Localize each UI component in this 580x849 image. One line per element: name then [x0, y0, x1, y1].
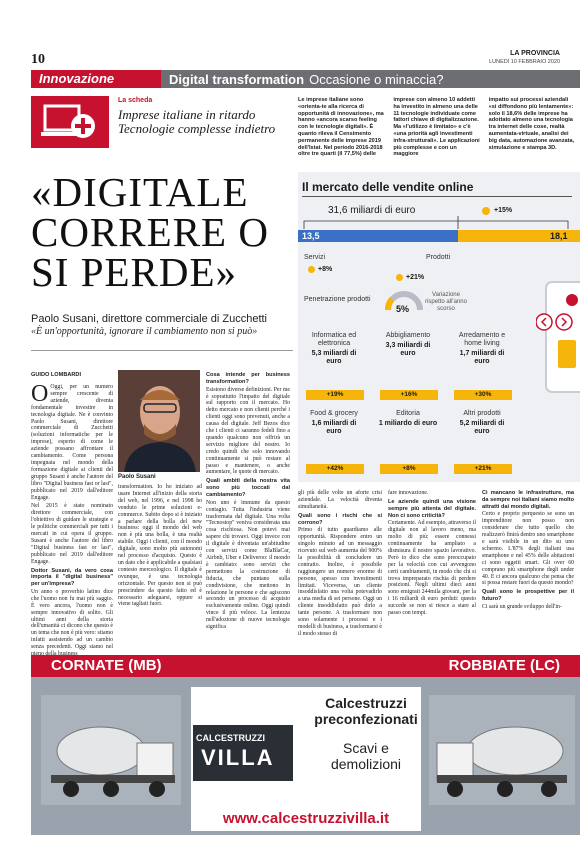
- logo-text-top: CALCESTRUZZI: [196, 733, 265, 743]
- quote-subtitle: «È un'opportunità, ignorare il cambiamento non si può»: [31, 326, 258, 337]
- question: Quali sono i rischi che si corrono?: [298, 512, 382, 526]
- products-label: Prodotti: [426, 254, 451, 261]
- byline: Paolo Susani, direttore commerciale di Zucchetti: [31, 313, 267, 325]
- intro-columns: [298, 97, 576, 158]
- category-change: +16%: [380, 390, 438, 400]
- question: Cosa intende per business transformation?: [206, 372, 290, 385]
- newspaper-name: [489, 50, 560, 66]
- section-title-bold: Digital transformation: [169, 71, 305, 87]
- section-title-light: Occasione o minaccia?: [309, 71, 444, 87]
- article-column-3: [206, 372, 290, 633]
- category-change: +30%: [454, 390, 512, 400]
- section-bar: [31, 70, 580, 88]
- infographic: [298, 172, 580, 482]
- article-column-5: [388, 490, 476, 619]
- paragraph: Primo di tutto guardiamo alle opportunità. Rispondere entro un singolo minuto ad un messaggio ricevuto sul web aumenta del 900% la possibilità di concludere un contratto. Inoltre, è possibile raggiungere un numero enorme di persone, spesso con investimenti limitati. Viceversa, un cliente insoddisfatto una volta potevadirlo a una media di sei persone. Oggi un cliente insoddisfatto può dirlo a tante persone. A trasformare non sono solamente i processi e i modelli di business, a trasformarsi è il modo stesso di: [298, 527, 382, 637]
- drop-cap: O: [31, 381, 49, 407]
- total-change: +15%: [494, 207, 513, 214]
- ad-slogan-2: Scavi e demolizioni: [330, 740, 402, 772]
- ad-location-right: ROBBIATE (LC): [448, 657, 560, 674]
- ad-slogan-1: Calcestruzzi preconfezionati: [314, 695, 418, 727]
- divider: [302, 196, 572, 197]
- penetration-value: 5%: [396, 304, 410, 314]
- paragraph: Nel 2015 è stato nominato direttore commerciale, con l'obiettivo di guidare le strategie e le politiche commerciali per tutti i mercati in cui opera il gruppo. Susani è anche l'autore del libro "Digital business fast or last", pubblicato nel 2019 dall'editore Engage.: [31, 503, 113, 565]
- ad-website-link[interactable]: www.calcestruzzivilla.it: [191, 807, 421, 831]
- intro-col-3: impatto sui processi aziendali «si diffondono più lentamente»: solo il 18,6% delle imprese ha adottato almeno una tecnologia tra internet delle cose, realtà aumentata-virtuale, analisi dei big data, automazione avanzata, simulazione e stampa 3D.: [488, 97, 575, 151]
- products-change: +21%: [406, 274, 425, 281]
- paragraph: O Oggi, per un numero sempre crescente di aziende, diventa fondamentale investire in tecnologia digitale. Ne è convinto Paolo Susani, direttore commerciale di Zucchetti (soluzioni informatiche per le imprese), esperto di come le aziende possano affrontare il cambiamento. Come persona impegnata nel mondo della formazione digitale ai clienti del gruppo Susani è anche l'autore del libro "Digital business fast or last", pubblicato nel 2019 dall'editore Engage.: [31, 381, 113, 501]
- infographic-title: Il mercato delle vendite online: [302, 180, 474, 194]
- paragraph: fare innovazione.: [388, 490, 429, 496]
- scheda-title: Imprese italiane in ritardo Tecnologie complesse indietro: [118, 107, 276, 136]
- category-furniture: Arredamento e home living 1,7 miliardi di euro: [458, 332, 506, 365]
- category-publishing: Editoria 1 miliardo di euro: [378, 410, 438, 427]
- paragraph: Un anno o proverbio latino dice che l'uomo non fu mai più saggio. È vero ancora, l'uomo non è sempre innovativo di solito. Gli ultimi anni della storia dell'umanità ci dicono che questo è un tema che non è più vero: stiamo infatti assistendo ad un cambio senza precedenti. Oggi siamo nel: [31, 588, 113, 651]
- logo-text-main: VILLA: [201, 745, 275, 770]
- paragraph: transformation. Io ho iniziato ad usare Internet all'inizio della storia del web, nel 1996, e nel 1998 ho venduto le prime soluzioni e-commerce. Subito dopo si è iniziato a parlare della bolla del new business: oggi il mondo del web non è più una bolla, è una realtà stabile. Oggi i clienti, con il mondo digitale, sono molto più autonomi nel processo d'acquisto. Questo è un dato che è applicabile a qualsiasi contesto merceologico. Il digitale è ovunque, è una tecnologia orizzontale. Per questo non si può prescindere da questo fatto ed è necessario adeguarsi, oppure si viene tagliati fuori.: [118, 484, 202, 608]
- paragraph: Esistono diverse definizioni. Per me è soprattutto l'impatto del digitale sul rapporto con il mercato. Ho detto mercato e non clienti perché i clienti oggi sono prevenuti, anche a causa del digitale. Jeff Bezos dice che i clienti ci saranno fedeli fino a quando qualcuno non offrirà un servizio migliore del nostro. Io credo quindi che solo innovando continuamente si può restare al passo e mantenere, o anche aumentare, le quote di mercato.: [206, 386, 290, 476]
- article-column-6: [482, 490, 574, 613]
- smartphone-illustration: [536, 272, 580, 412]
- page-number: 10: [31, 52, 45, 67]
- divider: [31, 350, 293, 351]
- ad-location-left: CORNATE (MB): [51, 657, 162, 674]
- article-column-2: [118, 484, 202, 610]
- paragraph: Certo e proprio perquesto se sono un imprenditore non posso non considerare che tutto quello che realizzerò finirà dentro uno smartphone e sarà visibile in un dito su uno schermo. L'87% degli italiani usa smartphone e nel 45% delle abitazioni ci sono oggetti smart. Gli over 60 comprano più smartphone degli under 40. E ci ancora qualcuno che pensa che si possa restare fuori da questo mondo?: [482, 511, 574, 587]
- paragraph: Non uno è immune da questo contagio. Tutta l'industria viene trasformata dal digitale. Una volta "Tecnostop" veniva considerata una cosa rischiosa. Non potevi mai sapere chi trovavi. Oggi invece con il digitale è diventata un'abitudine con servizi come BlaBlaCar, Airbnb, Uber e Deliveroo: il mondo è cambiato: sono servizi che permettono la costruzione di fiducia, che puntano sulla condivisione, che mettono in relazione le persone e che agiscono secondo un processo di acquisto esclusivamente online. Oggi quindi vince il più veloce. La lentezza nell'adozione di nuove tecnologie significa: [206, 499, 290, 631]
- category-change: +42%: [306, 464, 364, 474]
- author: GUIDO LOMBARDI: [31, 372, 82, 378]
- scheda-label: La scheda: [118, 97, 153, 104]
- services-bar: [298, 230, 458, 242]
- paper-title: LA PROVINCIA: [510, 50, 560, 57]
- portrait-photo: [118, 370, 200, 472]
- question: Quali sono le prospettive per il futuro?: [482, 589, 574, 603]
- services-label: Servizi: [304, 254, 326, 261]
- category-change: +21%: [454, 464, 512, 474]
- category-change: +19%: [306, 390, 364, 400]
- change-dot-icon: [308, 266, 315, 273]
- category-electronics: Informatica ed elettronica 5,3 miliardi di euro: [311, 332, 357, 365]
- change-dot-icon: [396, 274, 403, 281]
- change-dot-icon: [482, 207, 490, 215]
- truck-image-left: [41, 695, 181, 805]
- question: Dottor Susani, da vero cosa importa il "digital business" per un'impresa?: [31, 567, 113, 588]
- question: Le aziende quindi una visione sempre più attenta del digitale. Non ci sono criticità?: [388, 498, 476, 519]
- intro-col-2: imprese con almeno 10 addetti ha investito in almeno una delle 11 tecnologie individuate come fattori chiave di digitalizzazione. Ma «l'utilizzo è limitato» e c'è «una priorità agli investimenti infra-strutturali». Le applicazioni più complesse e con un maggiore: [393, 97, 480, 158]
- products-bar-value: 18,1: [550, 231, 568, 241]
- advertisement[interactable]: [31, 655, 580, 835]
- question: Ci mancano le infrastrutture, ma da sempre noi italiani siamo molto attratti dai mondo digitali.: [482, 490, 574, 510]
- category-clothing: Abbigliamento 3,3 miliardi di euro: [385, 332, 431, 357]
- issue-date: LUNEDÌ 10 FEBBRAIO 2020: [489, 59, 560, 65]
- category-food: Food & grocery 1,6 miliardi di euro: [310, 410, 358, 435]
- section-label: Innovazione: [31, 70, 161, 88]
- article-column-4: [298, 490, 382, 640]
- split-bracket: [298, 216, 580, 230]
- photo-caption: Paolo Susani: [118, 474, 156, 480]
- question: Quali ambiti della nostra vita sono più toccati dal cambiamento?: [206, 478, 290, 498]
- services-bar-value: 13,5: [302, 231, 320, 241]
- article-column-1: [31, 372, 113, 660]
- services-change: +8%: [318, 266, 333, 273]
- category-change: +8%: [380, 464, 438, 474]
- computer-plus-icon: [31, 96, 109, 148]
- paragraph: gli più delle volte un aforte crisi aziendale. La velocità diventa simultaneità.: [298, 490, 382, 510]
- truck-image-right: [429, 695, 575, 805]
- penetration-label: Penetrazione prodotti: [304, 296, 371, 303]
- category-other: Altri prodotti 5,2 miliardi di euro: [459, 410, 505, 435]
- headline: «DIGITALE CORRERE O SI PERDE»: [31, 169, 269, 295]
- paragraph: Ci sarà un grande sviluppo dell'in-: [482, 603, 562, 610]
- paragraph: Certamente. Ad esempio, attraverso il digitale non al lavoro meno, ma molto di più: essere connessi continuamente ha ampliato a dismisura il nostro spazio lavorativo. Però io dico che sono preoccupato per la velocità con cui avvengono certi cambiamenti, in modo che chi si trova impreparato rischia di perdere posizioni. Negli ultimi dieci anni sono emigrati 244mila giovani, per la i 16 miliardi di euro perduti: questo succede se non si riesce a stare al passo con tempi.: [388, 520, 476, 617]
- intro-col-1: Le imprese italiane sono «orienta-te alla ricerca di opportunità di innovazione», ma hanno «ancora scarso feeling con le tecnologie digitali». È quanto rileva il Censimento permanente delle imprese 2019 dell'Istat. Nel periodo 2016-2018 oltre tre quarti (il 77,5%) delle: [298, 97, 384, 158]
- total-value: 31,6 miliardi di euro: [328, 205, 416, 216]
- legend-change-label: Variazione rispetto all'anno scorso: [425, 292, 467, 312]
